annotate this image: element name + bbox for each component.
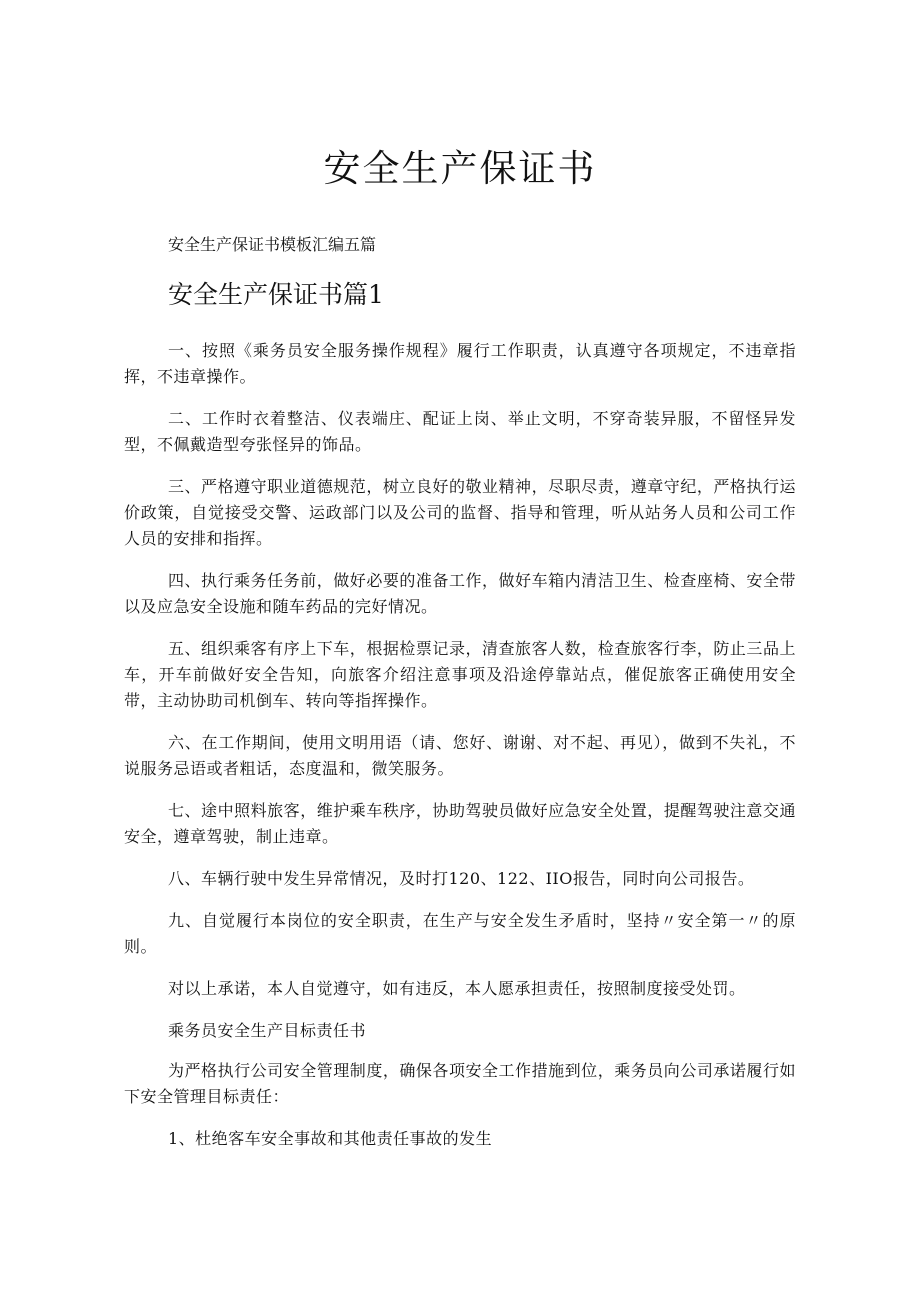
paragraph-2: 二、工作时衣着整洁、仪表端庄、配证上岗、举止文明，不穿奇装异服，不留怪异发型，不佩戴造型夸张怪异的饰品。 [124, 409, 796, 454]
document-body [124, 338, 796, 1168]
section-heading: 安全生产保证书篇1 [168, 280, 384, 309]
paragraph-13: 1、杜绝客车安全事故和其他责任事故的发生 [168, 1129, 493, 1148]
paragraph-12: 为严格执行公司安全管理制度，确保各项安全工作措施到位，乘务员向公司承诺履行如下安全管理目标责任： [124, 1061, 796, 1106]
paragraph-9: 九、自觉履行本岗位的安全职责，在生产与安全发生矛盾时，坚持〃安全第一〃的原则。 [124, 911, 796, 956]
paragraph-7: 七、途中照料旅客，维护乘车秩序，协助驾驶员做好应急安全处置，提醒驾驶注意交通安全，遵章驾驶，制止违章。 [124, 801, 796, 846]
paragraph-6: 六、在工作期间，使用文明用语（请、您好、谢谢、对不起、再见），做到不失礼，不说服务忌语或者粗话，态度温和，微笑服务。 [124, 733, 796, 778]
paragraph-11: 乘务员安全生产目标责任书 [168, 1021, 367, 1040]
document-title: 安全生产保证书 [323, 147, 597, 190]
paragraph-5: 五、组织乘客有序上下车，根据检票记录，清查旅客人数，检查旅客行李，防止三品上车，开车前做好安全告知，向旅客介绍注意事项及沿途停靠站点，催促旅客正确使用安全带，主动协助司机倒车、转向等指挥操作。 [124, 639, 796, 710]
document-subtitle: 安全生产保证书模板汇编五篇 [168, 235, 377, 254]
paragraph-3: 三、严格遵守职业道德规范，树立良好的敬业精神，尽职尽责，遵章守纪，严格执行运价政策，自觉接受交警、运政部门以及公司的监督、指导和管理，听从站务人员和公司工作人员的安排和指挥。 [124, 477, 796, 548]
paragraph-1: 一、按照《乘务员安全服务操作规程》履行工作职责，认真遵守各项规定，不违章指挥，不违章操作。 [124, 341, 796, 386]
paragraph-8: 八、车辆行驶中发生异常情况，及时打120、122、IIO报告，同时向公司报告。 [168, 869, 755, 888]
paragraph-10: 对以上承诺，本人自觉遵守，如有违反，本人愿承担责任，按照制度接受处罚。 [168, 979, 746, 998]
paragraph-4: 四、执行乘务任务前，做好必要的准备工作，做好车箱内清洁卫生、检查座椅、安全带以及应急安全设施和随车药品的完好情况。 [124, 571, 796, 616]
